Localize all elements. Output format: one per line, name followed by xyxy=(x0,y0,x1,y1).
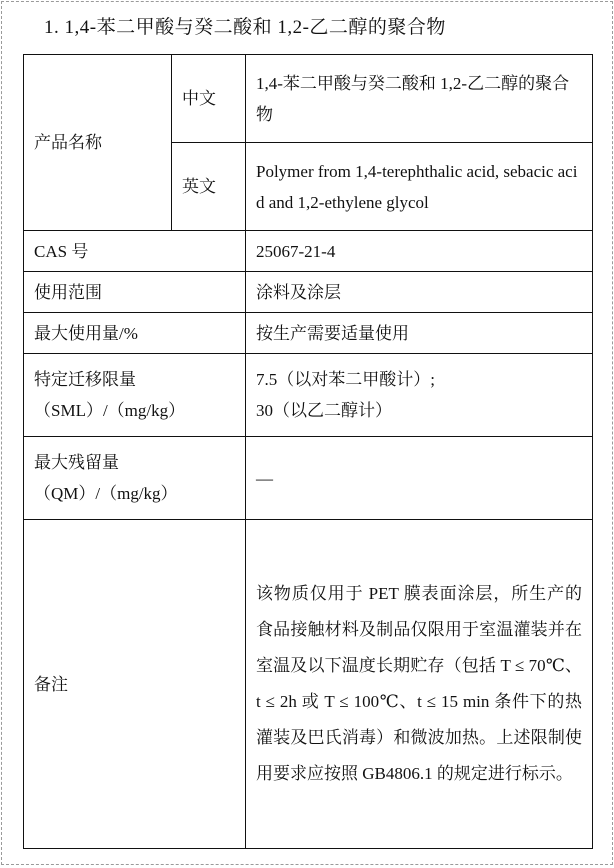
cas-value: 25067-21-4 xyxy=(246,231,593,272)
usage-label: 使用范围 xyxy=(24,272,246,313)
document-page xyxy=(1,1,613,865)
table-row xyxy=(24,55,593,143)
substance-table xyxy=(23,54,593,849)
sml-value-line-2: 30（以乙二醇计） xyxy=(256,401,392,420)
english-name-value: Polymer from 1,4-terephthalic acid, sebacic acid and 1,2-ethylene glycol xyxy=(246,143,593,231)
qm-label-line-1: 最大残留量 xyxy=(34,453,119,472)
sml-label-line-1: 特定迁移限量 xyxy=(34,370,136,389)
table-row xyxy=(24,520,593,849)
sml-label xyxy=(24,354,246,437)
sml-label-line-2: （SML）/（mg/kg） xyxy=(34,401,186,420)
chinese-label: 中文 xyxy=(172,55,246,143)
chinese-name-value: 1,4-苯二甲酸与癸二酸和 1,2-乙二醇的聚合物 xyxy=(246,55,593,143)
remark-label: 备注 xyxy=(24,520,246,849)
table-row xyxy=(24,231,593,272)
document-title: 1. 1,4-苯二甲酸与癸二酸和 1,2-乙二醇的聚合物 xyxy=(44,17,446,38)
qm-label xyxy=(24,437,246,520)
table-row xyxy=(24,354,593,437)
table-row xyxy=(24,272,593,313)
product-name-label: 产品名称 xyxy=(24,55,172,231)
table-row xyxy=(24,437,593,520)
sml-value-line-1: 7.5（以对苯二甲酸计）; xyxy=(256,370,435,389)
table-row xyxy=(24,313,593,354)
qm-label-line-2: （QM）/（mg/kg） xyxy=(34,484,178,503)
remark-value: 该物质仅用于 PET 膜表面涂层，所生产的食品接触材料及制品仅限用于室温灌装并在室温及以下温度长期贮存（包括 T ≤ 70℃、t ≤ 2h 或 T ≤ 100℃、t ≤ 15 min 条件下的热灌装及巴氏消毒）和微波加热。上述限制使用要求应按照 GB4806.1 的规定进行标示。 xyxy=(246,520,593,849)
cas-label: CAS 号 xyxy=(24,231,246,272)
qm-value: — xyxy=(246,437,593,520)
english-label: 英文 xyxy=(172,143,246,231)
sml-value xyxy=(246,354,593,437)
usage-value: 涂料及涂层 xyxy=(246,272,593,313)
max-use-label: 最大使用量/% xyxy=(24,313,246,354)
max-use-value: 按生产需要适量使用 xyxy=(246,313,593,354)
